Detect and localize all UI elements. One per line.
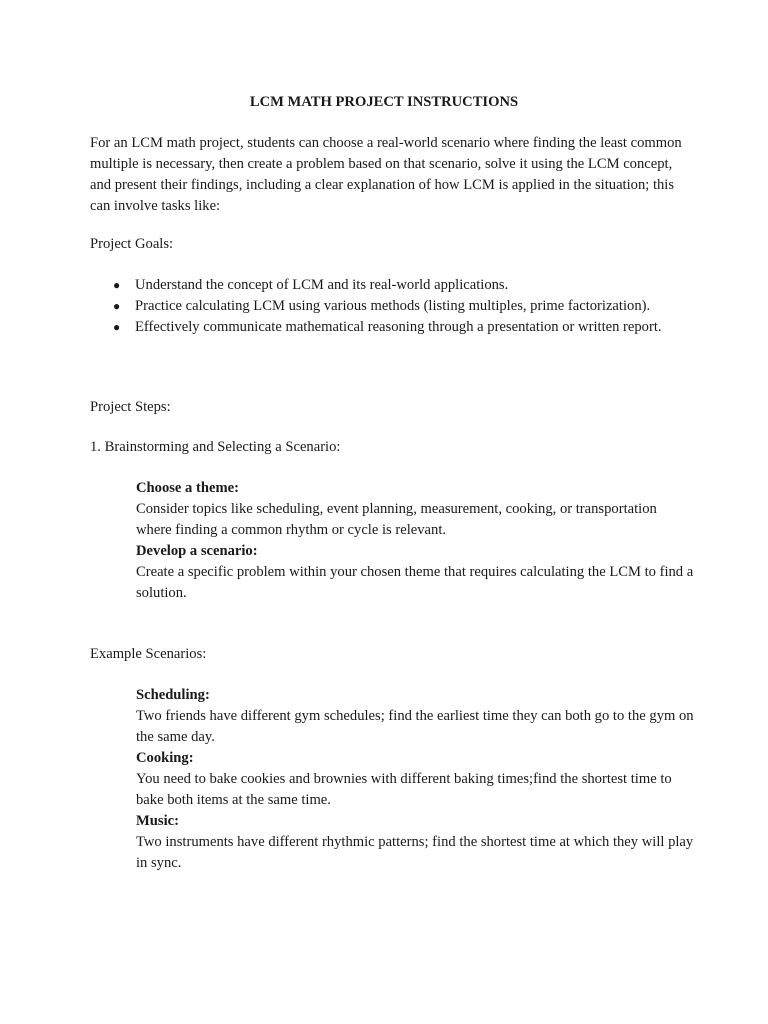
goal-item — [90, 275, 690, 296]
cooking-text: You need to bake cookies and brownies with different baking times;find the shortest time to bake both items at the same time. — [136, 771, 672, 808]
goal-text: Understand the concept of LCM and its real-world applications. — [135, 277, 509, 293]
goal-item — [90, 317, 690, 338]
develop-scenario-label: Develop a scenario: — [136, 543, 258, 559]
goal-text: Practice calculating LCM using various methods (listing multiples, prime factorization). — [135, 298, 651, 314]
goals-heading: Project Goals: — [90, 236, 174, 252]
bullet-icon: ● — [113, 299, 121, 313]
choose-theme-text: Consider topics like scheduling, event planning, measurement, cooking, or transportation where finding a common rhythm or cycle is relevant. — [136, 501, 657, 538]
develop-scenario-text: Create a specific problem within your chosen theme that requires calculating the LCM to find a solution. — [136, 564, 694, 601]
music-label: Music: — [136, 813, 179, 829]
examples-heading: Example Scenarios: — [90, 646, 207, 662]
goal-text: Effectively communicate mathematical reasoning through a presentation or written report. — [135, 319, 662, 335]
examples-details — [136, 685, 696, 874]
intro-paragraph: For an LCM math project, students can choose a real-world scenario where finding the least common multiple is necessary, then create a problem based on that scenario, solve it using the LCM concept, and present their findings, including a clear explanation of how LCM is applied in the situation; this can involve tasks like: — [90, 135, 682, 214]
music-text: Two instruments have different rhythmic patterns; find the shortest time at which they will play in sync. — [136, 834, 694, 871]
goal-item — [90, 296, 690, 317]
document-title: LCM MATH PROJECT INSTRUCTIONS — [249, 94, 519, 110]
goals-list — [90, 275, 690, 338]
step1-details — [136, 478, 696, 604]
cooking-label: Cooking: — [136, 750, 194, 766]
step1-heading: 1. Brainstorming and Selecting a Scenario: — [90, 439, 341, 455]
scheduling-label: Scheduling: — [136, 687, 210, 703]
bullet-icon: ● — [113, 278, 121, 292]
choose-theme-label: Choose a theme: — [136, 480, 239, 496]
bullet-icon: ● — [113, 320, 121, 334]
scheduling-text: Two friends have different gym schedules; find the earliest time they can both go to the gym on the same day. — [136, 708, 694, 745]
steps-heading: Project Steps: — [90, 399, 171, 415]
